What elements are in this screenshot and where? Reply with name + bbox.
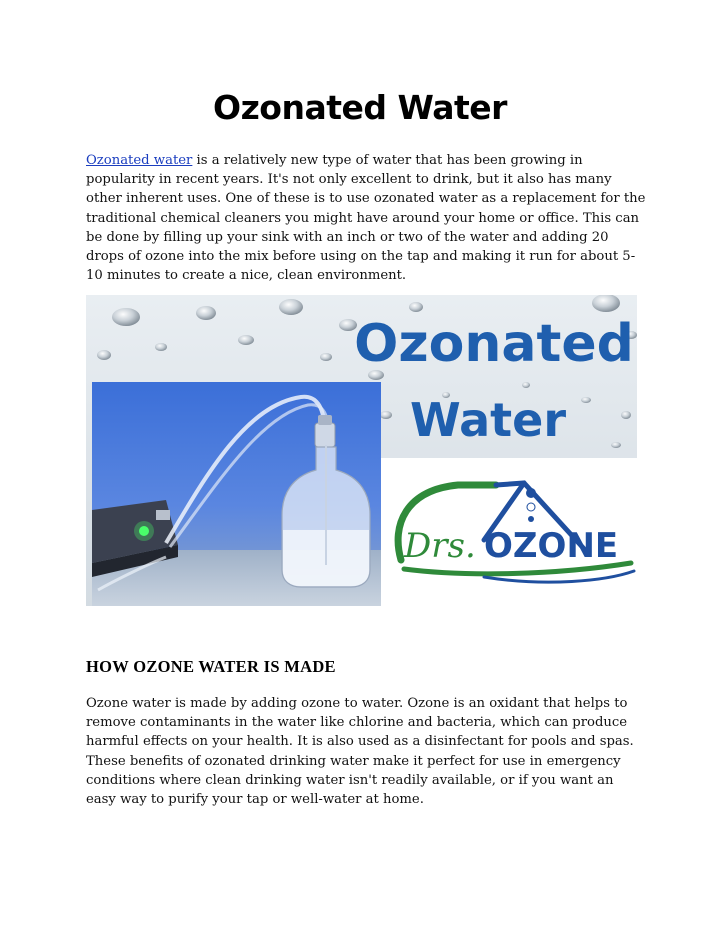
logo-name-text: OZONE [484,526,619,566]
section-heading: HOW OZONE WATER IS MADE [86,657,336,676]
page-title: Ozonated Water [213,88,507,127]
banner-water-text: Water [409,393,567,447]
ozonated-water-image [86,295,637,606]
intro-paragraph [86,151,646,285]
section-paragraph: Ozone water is made by adding ozone to water. Ozone is an oxidant that helps to remove contaminants in the water like chlorine and bacteria, which can produce harmful effects on your health. It is also used as a disinfectant for pools and spas. These benefits of ozonated drinking water make it perfect for use in emergency conditions where clean drinking water isn't readily available, or if you want an easy way to purify your tap or well-water at home. [86,696,634,808]
ozonated-water-link[interactable]: Ozonated water [86,153,193,168]
logo-prefix-text: Drs. [404,526,476,566]
ozone-generator-photo [92,382,381,606]
banner-ozonated-text: Ozonated [354,314,634,374]
intro-text: is a relatively new type of water that has been growing in popularity in recent years. It's not only excellent to drink, but it also has many other inherent uses. One of these is to use ozonated water as a replacement for the traditional chemical cleaners you might have around your home or office. This can be done by filling up your sink with an inch or two of the water and adding 20 drops of ozone into the mix before using on the tap and making it run for about 5-10 minutes to create a nice, clean environment. [86,153,646,284]
